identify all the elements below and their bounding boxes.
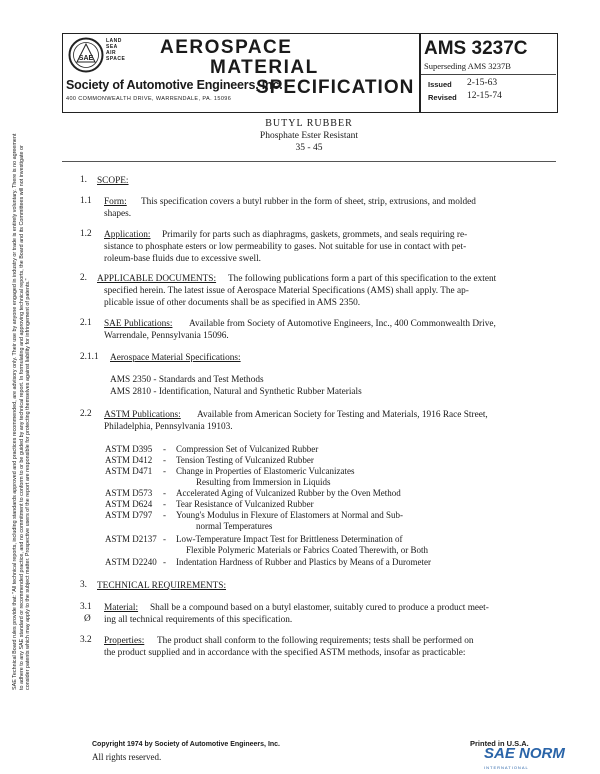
superseding-note: Superseding AMS 3237B: [424, 61, 511, 71]
logo-text: SAE: [78, 55, 94, 62]
section-1-2-number: 1.2: [80, 229, 92, 239]
astm-title: Indentation Hardness of Rubber and Plastics by Means of a Durometer: [176, 557, 431, 567]
issued-date: 2-15-63: [467, 78, 498, 88]
section-2-line-3: plicable issue of other documents shall be as specified in AMS 2350.: [104, 298, 361, 308]
astm-dash: -: [163, 455, 166, 465]
astm-code: ASTM D624: [105, 499, 153, 509]
ams-item-2810: AMS 2810 - Identification, Natural and Synthetic Rubber Materials: [110, 387, 362, 397]
ams-number: AMS 3237C: [424, 38, 528, 59]
astm-title-continued: Flexible Polymeric Materials or Fabrics Coated Therewith, or Both: [186, 545, 429, 555]
section-3-1-label: Material:: [104, 603, 139, 613]
section-3-1-number: 3.1: [80, 602, 92, 612]
astm-code: ASTM D471: [105, 466, 153, 476]
section-3-number: 3.: [80, 580, 87, 590]
section-3-1-line-2: ing all technical requirements of this specification.: [104, 615, 293, 625]
footer-rights: All rights reserved.: [92, 752, 162, 762]
revised-date: 12-15-74: [467, 91, 502, 101]
section-1-1-line-1: This specification covers a butyl rubber in the form of sheet, strip, extrusions, and molded: [141, 197, 476, 207]
section-2-1-label: SAE Publications:: [104, 319, 173, 329]
astm-dash: -: [163, 510, 166, 520]
title-material: MATERIAL: [210, 57, 319, 78]
section-3-2-line-2: the product supplied and in accordance with the specified ASTM methods, insofar as practicable:: [104, 648, 466, 658]
logo-tagline: LAND SEA AIR SPACE: [106, 38, 126, 62]
astm-title: Change in Properties of Elastomeric Vulcanizates: [176, 466, 355, 476]
document-subtitle: Phosphate Ester Resistant: [259, 131, 359, 141]
ams-item-2350: AMS 2350 - Standards and Test Methods: [110, 375, 264, 385]
revision-mark: Ø: [84, 614, 91, 624]
section-2-1-1-number: 2.1.1: [80, 352, 99, 362]
section-3-2-number: 3.2: [80, 635, 92, 645]
section-2-1-line-1: Available from Society of Automotive Engineers, Inc., 400 Commonwealth Drive,: [189, 319, 496, 329]
section-1-1-number: 1.1: [80, 196, 92, 206]
astm-title: Tear Resistance of Vulcanized Rubber: [176, 499, 314, 509]
astm-dash: -: [163, 488, 166, 498]
section-2-2-line-1: Available from American Society for Testing and Materials, 1916 Race Street,: [197, 410, 488, 420]
revised-label: Revised: [428, 93, 457, 102]
document-title: BUTYL RUBBER: [265, 118, 353, 129]
watermark-logo: SAE NORM: [484, 745, 565, 762]
society-name: Society of Automotive Engineers, Inc.: [66, 78, 283, 92]
astm-title-continued: Resulting from Immersion in Liquids: [196, 477, 331, 487]
section-3-2-label: Properties:: [104, 636, 145, 646]
astm-dash: -: [163, 499, 166, 509]
astm-title: Low-Temperature Impact Test for Brittleness Determination of: [176, 534, 403, 544]
section-2-line-1: The following publications form a part of this specification to the extent: [228, 274, 497, 284]
section-1-1-line-2: shapes.: [104, 209, 132, 219]
section-2-2-number: 2.2: [80, 409, 92, 419]
section-1-number: 1.: [80, 175, 87, 185]
astm-dash: -: [163, 534, 166, 544]
issued-label: Issued: [428, 80, 452, 89]
astm-code: ASTM D797: [105, 510, 153, 520]
astm-code: ASTM D395: [105, 444, 153, 454]
astm-title: Accelerated Aging of Vulcanized Rubber by the Oven Method: [176, 488, 401, 498]
section-1-heading: SCOPE:: [97, 176, 129, 186]
astm-code: ASTM D573: [105, 488, 153, 498]
section-2-1-number: 2.1: [80, 318, 92, 328]
section-2-heading: APPLICABLE DOCUMENTS:: [97, 274, 217, 284]
title-aerospace: AEROSPACE: [160, 37, 293, 58]
section-1-2-label: Application:: [104, 230, 151, 240]
society-address: 400 COMMONWEALTH DRIVE, WARRENDALE, PA. 15096: [66, 96, 232, 102]
watermark-subtext: INTERNATIONAL: [484, 765, 529, 770]
footer-printed: Printed in U.S.A.: [470, 739, 529, 748]
section-2-2-label: ASTM Publications:: [104, 410, 181, 420]
section-1-2-line-3: roleum-base fluids due to excessive swell.: [104, 254, 261, 264]
astm-dash: -: [163, 557, 166, 567]
section-2-number: 2.: [80, 273, 87, 283]
footer-copyright: Copyright 1974 by Society of Automotive Engineers, Inc.: [92, 741, 281, 748]
section-2-1-1-label: Aerospace Material Specifications:: [110, 353, 241, 363]
astm-code: ASTM D2240: [105, 557, 157, 567]
document-hardness: 35 - 45: [295, 143, 323, 153]
section-1-2-line-2: sistance to phosphate esters or low permeability to gases. Not suitable for use in contact with pet-: [104, 242, 467, 252]
astm-code: ASTM D2137: [105, 534, 157, 544]
astm-dash: -: [163, 444, 166, 454]
astm-dash: -: [163, 466, 166, 476]
section-2-1-line-2: Warrendale, Pennsylvania 15096.: [104, 331, 229, 341]
section-1-1-label: Form:: [104, 197, 127, 207]
section-2-2-line-2: Philadelphia, Pennsylvania 19103.: [104, 422, 233, 432]
sidebar-legal-note: SAE Technical Board rules provide that: "All technical reports, including standards approved and practices recommended, are advisory only. Their use by anyone engaged in industry or trade is entirely voluntary. There is no agreement to adhere to any SAE standard or recommended practice, and no commitment to conform to or be guided by any technical report. In formulating and approving technical reports, the Board and its Committees will not investigate or consider patents which may apply to the subject matter. Prospective users of the report are responsible for protecting themselves against liability for infringement of patents.": [12, 133, 31, 690]
astm-title: Tension Testing of Vulcanized Rubber: [176, 455, 314, 465]
section-3-heading: TECHNICAL REQUIREMENTS:: [97, 581, 227, 591]
section-2-line-2: specified herein. The latest issue of Aerospace Material Specifications (AMS) shall apply. The ap-: [104, 286, 469, 296]
astm-title: Compression Set of Vulcanized Rubber: [176, 444, 319, 454]
astm-title: Young's Modulus in Flexure of Elastomers at Normal and Sub-: [176, 510, 403, 520]
title-specification: SPECIFICATION: [256, 77, 415, 98]
section-1-2-line-1: Primarily for parts such as diaphragms, gaskets, grommets, and seals requiring re-: [162, 230, 468, 240]
astm-code: ASTM D412: [105, 455, 153, 465]
section-3-2-line-1: The product shall conform to the following requirements; tests shall be performed on: [157, 636, 474, 646]
astm-title-continued: normal Temperatures: [196, 521, 273, 531]
section-3-1-line-1: Shall be a compound based on a butyl elastomer, suitably cured to produce a product meet-: [150, 603, 489, 613]
